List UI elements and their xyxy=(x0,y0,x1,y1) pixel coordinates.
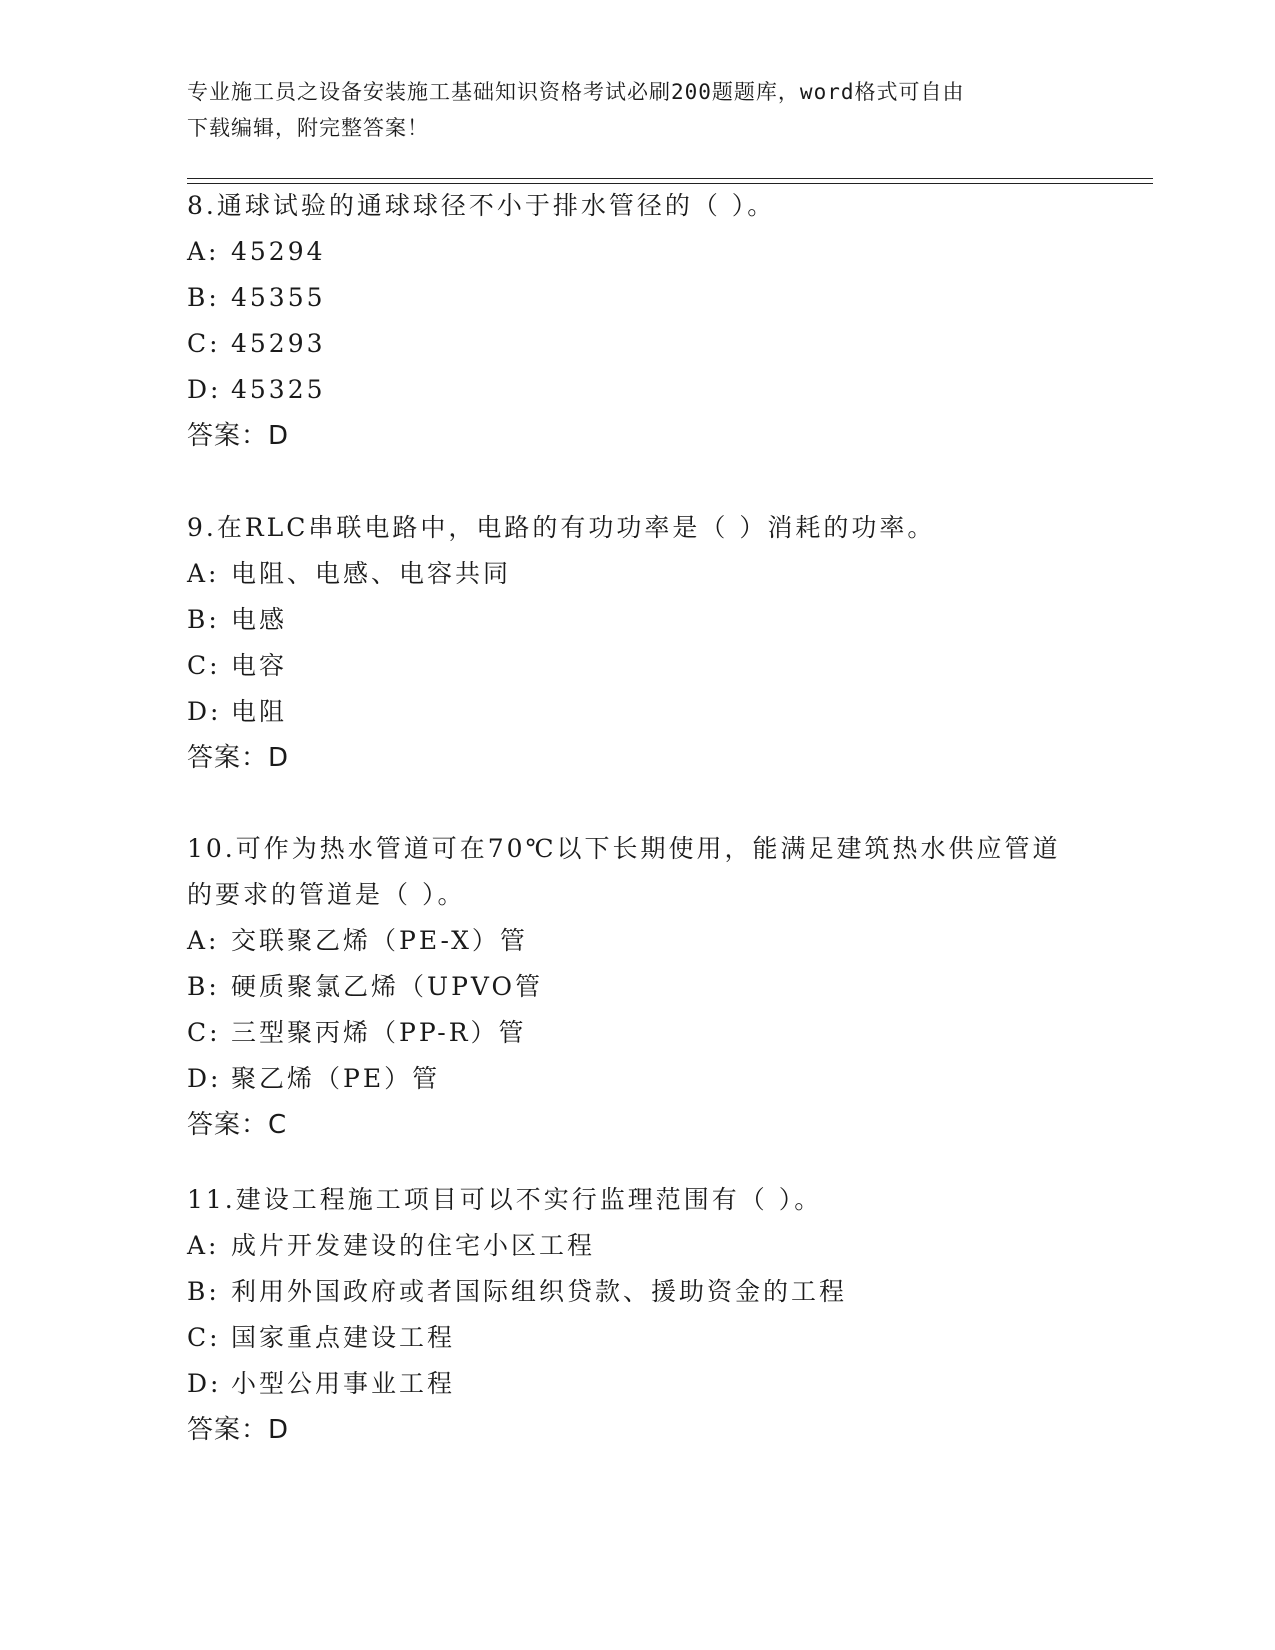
header-divider-top xyxy=(187,178,1153,179)
answer: 答案：D xyxy=(187,743,290,773)
option-text: 45294 xyxy=(231,237,326,266)
question-9 xyxy=(187,505,1087,781)
option-a xyxy=(187,551,1087,597)
answer: 答案：D xyxy=(187,1415,290,1445)
option-text: 电阻 xyxy=(231,697,288,726)
option-text: 电阻、电感、电容共同 xyxy=(231,559,512,588)
option-a xyxy=(187,1223,1087,1269)
option-label: A: xyxy=(187,237,220,266)
option-d xyxy=(187,689,1087,735)
option-label: B: xyxy=(187,605,220,634)
answer: 答案：D xyxy=(187,421,290,451)
question-stem-line-2: 的要求的管道是（ ）。 xyxy=(187,880,466,909)
option-b xyxy=(187,597,1087,643)
option-label: B: xyxy=(187,1277,220,1306)
option-text: 三型聚丙烯（PP-R）管 xyxy=(231,1018,527,1047)
question-stem-line-1: 10.可作为热水管道可在70℃以下长期使用，能满足建筑热水供应管道 xyxy=(187,834,1061,863)
question-10 xyxy=(187,826,1087,1148)
option-b xyxy=(187,1269,1087,1315)
option-a xyxy=(187,229,1087,275)
question-stem: 11.建设工程施工项目可以不实行监理范围有（ ）。 xyxy=(187,1185,823,1214)
option-d xyxy=(187,1056,1087,1102)
option-text: 利用外国政府或者国际组织贷款、援助资金的工程 xyxy=(231,1277,848,1306)
option-label: A: xyxy=(187,559,220,588)
document-header xyxy=(187,74,1067,146)
question-stem: 9.在RLC串联电路中，电路的有功功率是（ ）消耗的功率。 xyxy=(187,513,936,542)
answer: 答案：C xyxy=(187,1110,288,1140)
option-text: 45293 xyxy=(231,329,326,358)
option-c xyxy=(187,1315,1087,1361)
option-label: D: xyxy=(187,1369,222,1398)
option-a xyxy=(187,918,1087,964)
option-text: 电感 xyxy=(231,605,288,634)
option-text: 45355 xyxy=(231,283,326,312)
option-text: 电容 xyxy=(231,651,288,680)
header-line-2: 下载编辑，附完整答案！ xyxy=(187,116,429,140)
option-b xyxy=(187,964,1087,1010)
option-label: D: xyxy=(187,375,222,404)
option-text: 硬质聚氯乙烯（UPVO管 xyxy=(231,972,544,1001)
option-d xyxy=(187,367,1087,413)
option-label: B: xyxy=(187,972,220,1001)
question-stem: 8.通球试验的通球球径不小于排水管径的（ ）。 xyxy=(187,191,776,220)
question-8 xyxy=(187,183,1087,459)
option-c xyxy=(187,1010,1087,1056)
option-label: C: xyxy=(187,1018,221,1047)
option-c xyxy=(187,643,1087,689)
option-text: 交联聚乙烯（PE-X）管 xyxy=(231,926,528,955)
option-text: 聚乙烯（PE）管 xyxy=(231,1064,441,1093)
option-label: C: xyxy=(187,329,221,358)
option-text: 国家重点建设工程 xyxy=(231,1323,456,1352)
option-text: 小型公用事业工程 xyxy=(231,1369,456,1398)
option-label: D: xyxy=(187,697,222,726)
option-label: C: xyxy=(187,651,221,680)
option-label: D: xyxy=(187,1064,222,1093)
option-text: 成片开发建设的住宅小区工程 xyxy=(231,1231,596,1260)
option-label: A: xyxy=(187,926,220,955)
option-label: A: xyxy=(187,1231,220,1260)
option-b xyxy=(187,275,1087,321)
header-line-1: 专业施工员之设备安装施工基础知识资格考试必刷200题题库，word格式可自由 xyxy=(187,80,965,104)
option-label: C: xyxy=(187,1323,221,1352)
option-label: B: xyxy=(187,283,220,312)
option-c xyxy=(187,321,1087,367)
option-d xyxy=(187,1361,1087,1407)
question-11 xyxy=(187,1177,1087,1453)
option-text: 45325 xyxy=(231,375,326,404)
